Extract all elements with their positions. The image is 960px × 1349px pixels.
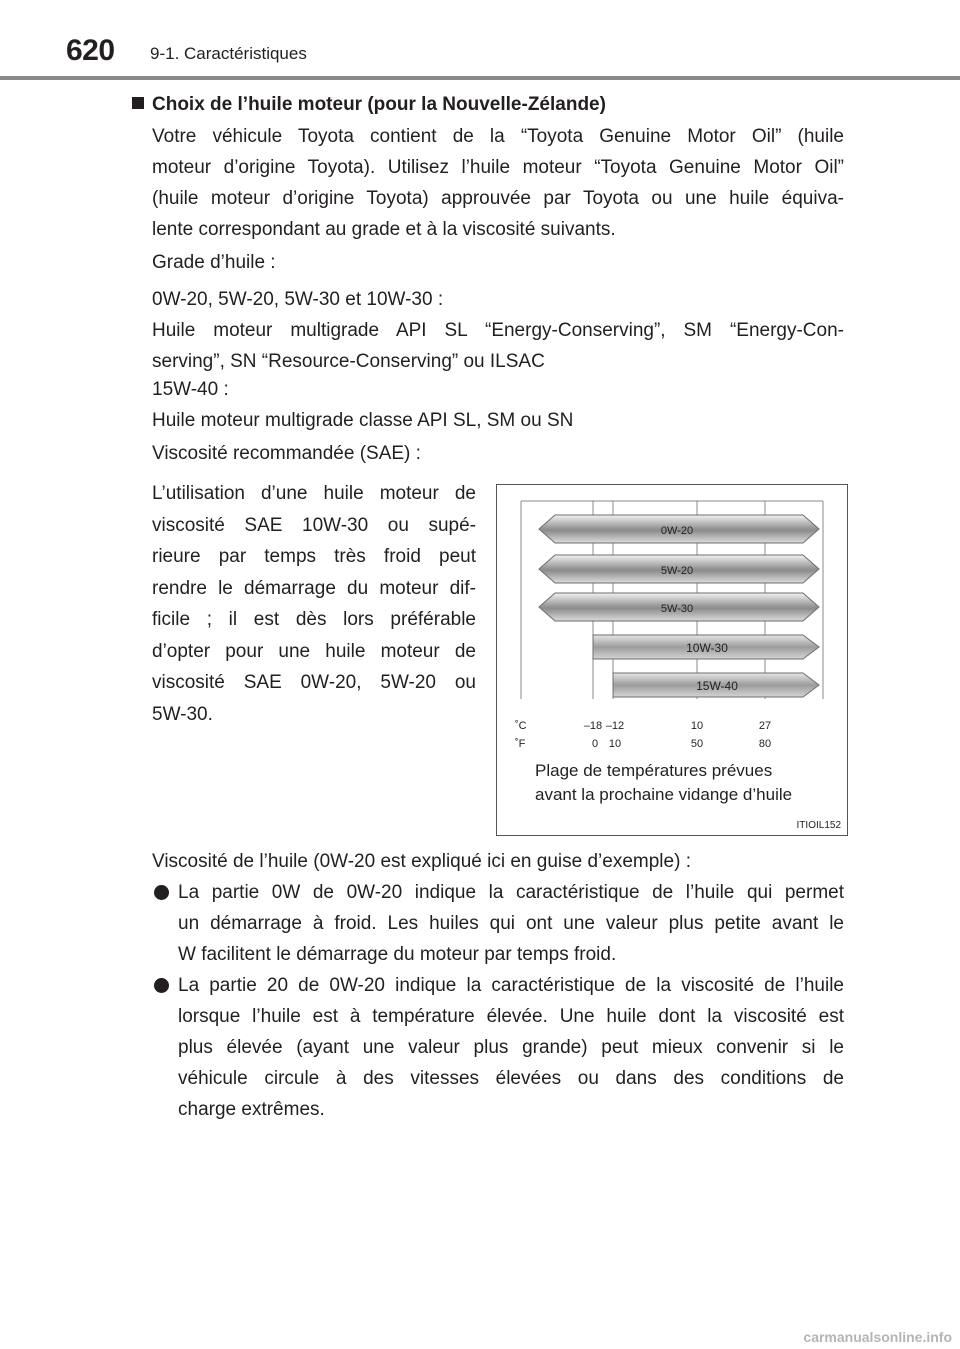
watermark-link[interactable]: carmanualsonline.info <box>803 1329 952 1345</box>
grade-a-title: 0W-20, 5W-20, 5W-30 et 10W-30 : <box>152 289 444 310</box>
text-line: rendre le démarrage du moteur dif- <box>152 577 476 599</box>
subheading-text: Choix de l’huile moteur (pour la Nouvelle-Zélande) <box>152 94 606 115</box>
figure-caption <box>535 759 792 807</box>
bar-5w-20 <box>539 555 819 583</box>
page-header <box>0 0 960 78</box>
text-line: moteur d’origine Toyota). Utilisez l’huile moteur “Toyota Genuine Motor Oil” <box>152 157 844 178</box>
text-line: plus élevée (ayant une valeur plus grande) peut mieux convenir si le <box>178 1037 844 1058</box>
bar-15w-40 <box>613 673 819 697</box>
grade-b-paragraph <box>152 374 844 436</box>
caption-line: avant la prochaine vidange d’huile <box>535 785 793 804</box>
bullet-dot-icon <box>154 978 169 993</box>
text-line: viscosité SAE 0W-20, 5W-20 ou <box>152 672 476 693</box>
text-line: La partie 20 de 0W-20 indique la caractéristique de la viscosité de l’huile <box>178 975 844 996</box>
oil-viscosity-figure <box>496 484 848 836</box>
tick-label: 0 <box>591 738 599 750</box>
intro-paragraph <box>152 121 844 245</box>
text-line: véhicule circule à des vitesses élevées ou dans des conditions de <box>178 1068 844 1089</box>
text-line: La partie 0W de 0W-20 indique la caractéristique de l’huile qui permet <box>178 882 844 903</box>
fahrenheit-axis <box>515 738 771 750</box>
tick-label: 50 <box>690 738 704 750</box>
text-line: (huile moteur d’origine Toyota) approuvée par Toyota ou une huile équiva- <box>152 188 844 209</box>
bar-10w-30 <box>593 635 819 659</box>
text-line: lente correspondant au grade et à la viscosité suivants. <box>152 219 616 240</box>
tick-label: 10 <box>608 738 622 750</box>
viscosity-intro: Viscosité de l’huile (0W-20 est expliqué ici en guise d’exemple) : <box>152 851 691 872</box>
figure-code: ITIOIL152 <box>796 820 841 831</box>
celsius-axis <box>515 720 771 732</box>
bar-label: 10W-30 <box>686 641 728 655</box>
text-line: un démarrage à froid. Les huiles qui ont une valeur plus petite avant le <box>178 913 844 934</box>
bullet-text <box>178 877 844 970</box>
square-bullet-icon <box>132 97 144 109</box>
subheading <box>132 94 606 116</box>
tick-label: 10 <box>690 720 704 732</box>
text-line: charge extrêmes. <box>178 1099 325 1120</box>
text-line: Votre véhicule Toyota contient de la “Toyota Genuine Motor Oil” (huile <box>152 126 844 147</box>
text-line: serving”, SN “Resource-Conserving” ou ILSAC <box>152 351 545 372</box>
bar-label: 15W-40 <box>696 679 738 693</box>
text-line: W facilitent le démarrage du moteur par temps froid. <box>178 944 617 965</box>
text-line: lorsque l’huile est à température élevée. Une huile dont la viscosité est <box>178 1006 844 1027</box>
bullet-item <box>152 970 844 1125</box>
bar-label: 5W-30 <box>660 603 694 615</box>
caption-line: Plage de températures prévues <box>535 761 773 780</box>
grade-label: Grade d’huile : <box>152 252 276 273</box>
text-line: rieure par temps très froid peut <box>152 546 476 567</box>
side-paragraph <box>152 478 476 730</box>
text-line: 5W-30. <box>152 703 213 725</box>
bullet-item <box>152 877 844 970</box>
grade-a-paragraph <box>152 284 844 377</box>
grade-b-text: Huile moteur multigrade classe API SL, SM ou SN <box>152 410 574 431</box>
text-line: ficile ; il est dès lors préférable <box>152 609 476 630</box>
grade-b-title: 15W-40 : <box>152 379 229 400</box>
celsius-unit: ˚C <box>515 720 527 732</box>
bar-label: 0W-20 <box>660 525 694 537</box>
text-line: Huile moteur multigrade API SL “Energy-Conserving”, SM “Energy-Con- <box>152 320 844 341</box>
tick-label: 27 <box>758 720 772 732</box>
tick-label: 80 <box>758 738 772 750</box>
text-line: L’utilisation d’une huile moteur de <box>152 483 476 504</box>
tick-label: –18 <box>583 720 603 732</box>
bar-label: 5W-20 <box>660 565 694 577</box>
tick-label: –12 <box>605 720 625 732</box>
page-number: 620 <box>66 34 115 67</box>
bar-0w-20 <box>539 515 819 543</box>
bullet-text <box>178 970 844 1125</box>
bar-5w-30 <box>539 593 819 621</box>
viscosity-label: Viscosité recommandée (SAE) : <box>152 443 421 464</box>
bullet-dot-icon <box>154 885 169 900</box>
section-title: 9-1. Caractéristiques <box>150 44 307 63</box>
header-rule <box>0 76 960 80</box>
fahrenheit-unit: ˚F <box>515 738 526 750</box>
text-line: d’opter pour une huile moteur de <box>152 640 476 662</box>
text-line: viscosité SAE 10W-30 ou supé- <box>152 514 476 536</box>
